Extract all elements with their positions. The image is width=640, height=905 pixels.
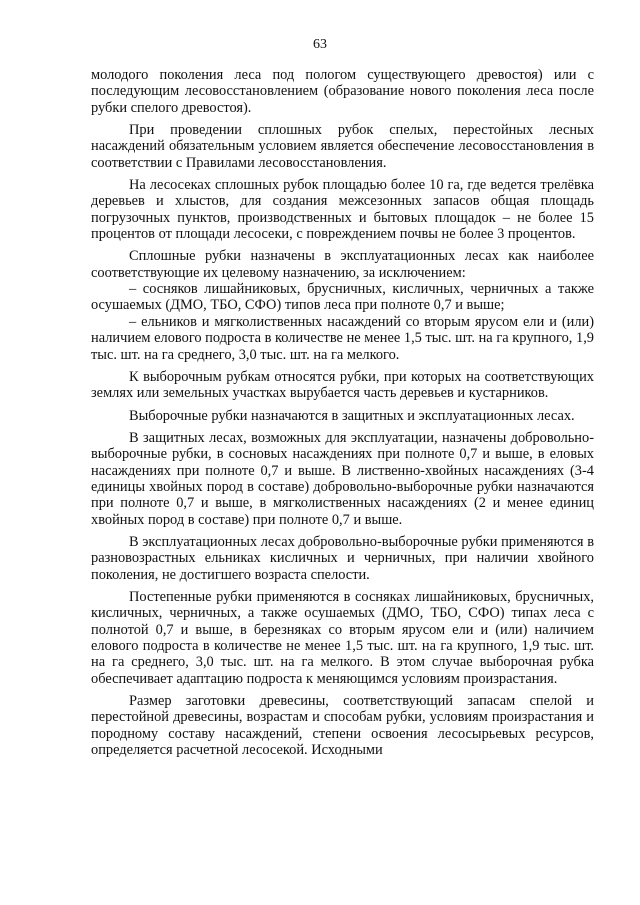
paragraph: К выборочным рубкам относятся рубки, при которых на соответствующих землях или земельных участках вырубается часть деревьев и кустарников. [91, 368, 594, 402]
paragraph: молодого поколения леса под пологом существующего древостоя) или с последующим лесовосстановлением (образование нового поколения леса после рубки спелого древостоя). [91, 67, 594, 116]
paragraph: Постепенные рубки применяются в сосняках лишайниковых, брусничных, кисличных, черничных, а также осушаемых (ДМО, ТБО, СФО) типах леса с полнотой 0,7 и выше, в березняках со вторым ярусом ели и (или) наличием елового подроста в количестве не менее 1,5 тыс. шт. на га крупного, 1,9 тыс. шт. на га среднего, 3,0 тыс. шт. на га мелкого. В этом случае выборочная рубка обеспечивает адаптацию подроста к меняющимся условиям произрастания. [91, 588, 594, 687]
paragraph: При проведении сплошных рубок спелых, перестойных лесных насаждений обязательным условием является обеспечение лесовосстановления в соответствии с Правилами лесовосстановления. [91, 122, 594, 171]
paragraph: В защитных лесах, возможных для эксплуатации, назначены добровольно-выборочные рубки, в сосновых насаждениях при полноте 0,7 и выше, в еловых насаждениях при полноте 0,7 и выше. В лиственно-хвойных насаждениях (3-4 единицы хвойных пород в составе) добровольно-выборочные рубки назначаются при полноте 0,7 и выше, в мягколиственных насаждениях (2 и менее единиц хвойных пород в составе) при полноте 0,7 и выше. [91, 429, 594, 528]
list-item: – ельников и мягколиственных насаждений со вторым ярусом ели и (или) наличием елового подроста в количестве не менее 1,5 тыс. шт. на га крупного, 1,9 тыс. шт. на га среднего, 3,0 тыс. шт. на га мелкого. [91, 313, 594, 363]
paragraph: Сплошные рубки назначены в эксплуатационных лесах как наиболее соответствующие их целевому назначению, за исключением: [91, 248, 594, 281]
list-item: – сосняков лишайниковых, брусничных, кисличных, черничных а также осушаемых (ДМО, ТБО, СФО) типов леса при полноте 0,7 и выше; [91, 281, 594, 314]
paragraph: Размер заготовки древесины, соответствующий запасам спелой и перестойной древесины, возрастам и способам рубки, условиям произрастания и породному составу насаждений, степени освоения лесосырьевых ресурсов, определяется расчетной лесосекой. Исходными [91, 693, 594, 759]
paragraph: Выборочные рубки назначаются в защитных и эксплуатационных лесах. [129, 407, 575, 424]
page-number: 63 [313, 37, 327, 52]
paragraph: В эксплуатационных лесах добровольно-выборочные рубки применяются в разновозрастных ельниках кисличных и черничных, при наличии хвойного поколения, не достигшего возраста спелости. [91, 533, 594, 583]
paragraph: На лесосеках сплошных рубок площадью более 10 га, где ведется трелёвка деревьев и хлыстов, для создания межсезонных запасов общая площадь погрузочных пунктов, производственных и бытовых площадок – не более 15 процентов от площади лесосеки, с повреждением почвы не более 3 процентов. [91, 177, 594, 243]
body-text [91, 67, 594, 758]
